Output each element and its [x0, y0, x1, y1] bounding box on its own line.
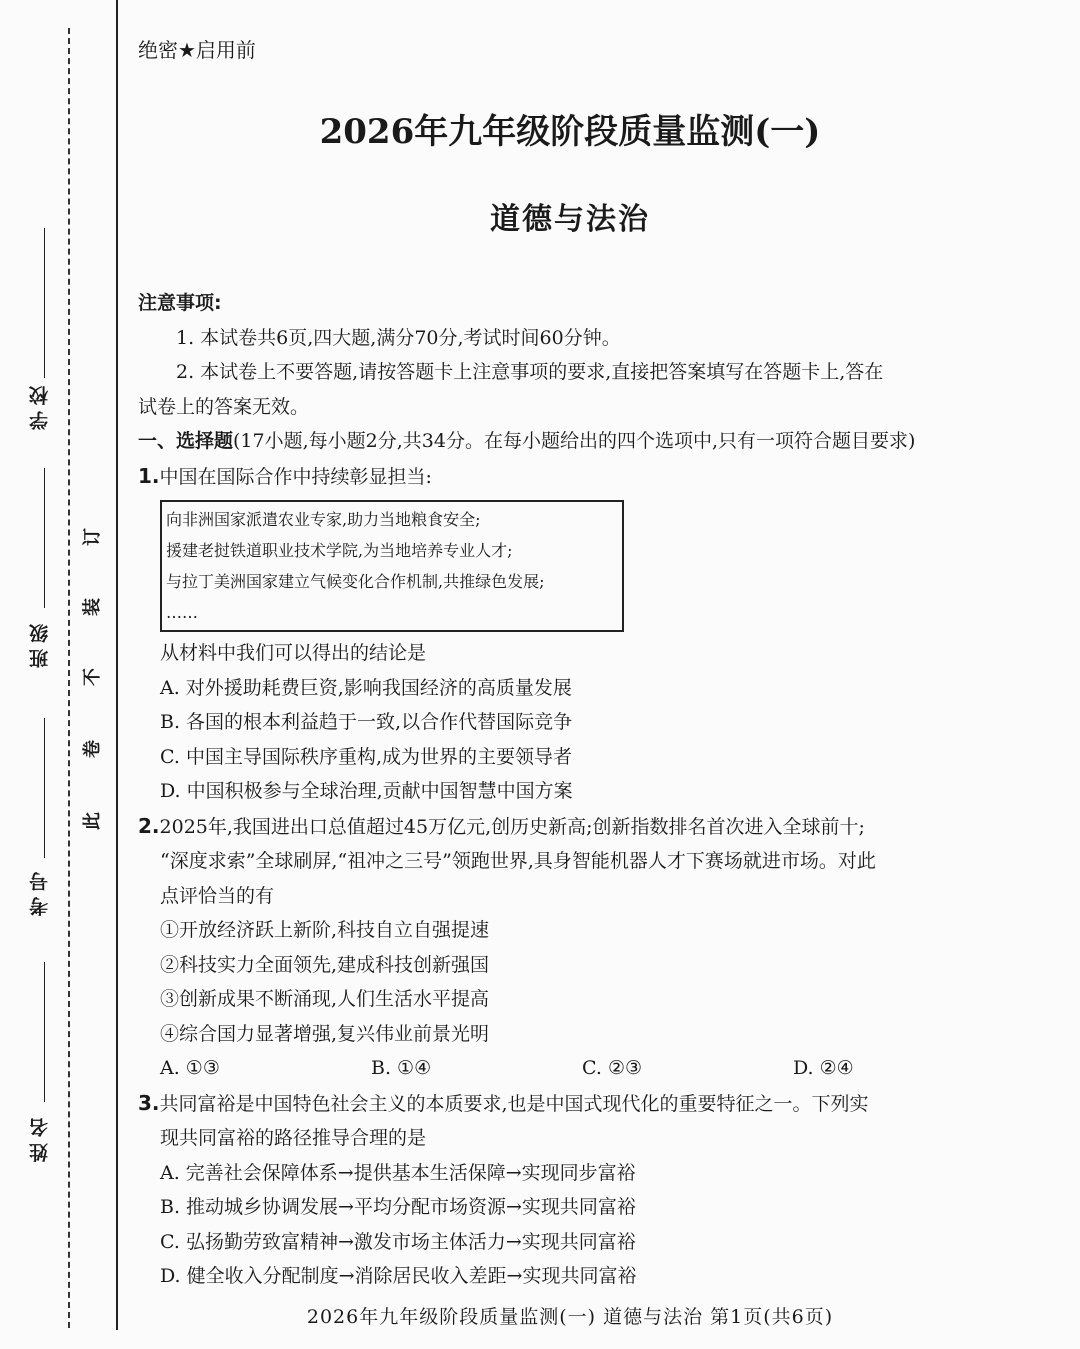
question-2-option-b: B. ①④: [371, 1057, 432, 1079]
question-2-stem-line-3: 点评恰当的有: [160, 884, 275, 907]
material-line: ……: [166, 603, 198, 622]
question-3-option-c: C. 弘扬勤劳致富精神→激发市场主体活力→实现共同富裕: [160, 1230, 636, 1253]
exam-title: 2026年九年级阶段质量监测(一): [319, 112, 821, 152]
question-1-option-b: B. 各国的根本利益趋于一致,以合作代替国际竞争: [160, 711, 573, 733]
question-2-option-c: C. ②③: [582, 1057, 643, 1079]
question-3-stem-line-1: [138, 1086, 1004, 1122]
seal-char: 此: [82, 812, 103, 830]
section-1-header: [138, 424, 1004, 459]
binding-solid-line: [116, 0, 118, 1330]
question-3-option-d: D. 健全收入分配制度→消除居民收入差距→实现共同富裕: [160, 1265, 637, 1287]
question-2-item: ④综合国力显著增强,复兴伟业前景光明: [160, 1022, 490, 1045]
question-1-option-a: A. 对外援助耗费巨资,影响我国经济的高质量发展: [160, 676, 572, 699]
seal-char: 装: [82, 598, 103, 616]
seal-char: 不: [82, 668, 103, 686]
question-3-stem-line-2: 现共同富裕的路径推导合理的是: [160, 1127, 427, 1149]
class-blank-line: [44, 468, 45, 608]
question-1-option-c: C. 中国主导国际秩序重构,成为世界的主要领导者: [160, 745, 572, 768]
question-2-item: ①开放经济跃上新阶,科技自立自强提速: [160, 919, 490, 941]
material-line: 向非洲国家派遣农业专家,助力当地粮食安全;: [166, 510, 481, 529]
question-1-option-d: D. 中国积极参与全球治理,贡献中国智慧中国方案: [160, 780, 573, 802]
material-line: 与拉丁美洲国家建立气候变化合作机制,共推绿色发展;: [166, 572, 545, 591]
exam-number-label: 考号: [29, 866, 51, 916]
question-3-stem-text: 共同富裕是中国特色社会主义的本质要求,也是中国式现代化的重要特征之一。下列实: [159, 1092, 869, 1115]
question-1-stem: [138, 459, 1004, 495]
name-blank-line: [44, 962, 45, 1102]
class-label: 班级: [29, 618, 51, 668]
question-2-stem-line-1: [138, 809, 1004, 845]
question-2-stem-line-2: “深度求索”全球刷屏,“祖冲之三号”领跑世界,具身智能机器人才下赛场就进市场。对此: [160, 850, 876, 872]
notice-heading: 注意事项:: [138, 292, 222, 314]
question-2-option-d: D. ②④: [793, 1057, 854, 1079]
question-2-item: ③创新成果不断涌现,人们生活水平提高: [160, 988, 490, 1010]
seal-char: 订: [82, 528, 103, 546]
section-1-description: (17小题,每小题2分,共34分。在每小题给出的四个选项中,只有一项符合题目要求): [233, 430, 916, 452]
exam-content: [138, 286, 1004, 1294]
school-blank-line: [44, 228, 45, 378]
question-2-number: 2.: [138, 813, 160, 838]
subject-title: 道德与法治: [490, 202, 650, 237]
material-line: 援建老挝铁道职业技术学院,为当地培养专业人才;: [166, 541, 513, 560]
section-1-title: 一、选择题: [138, 430, 234, 452]
question-3-option-b: B. 推动城乡协调发展→平均分配市场资源→实现共同富裕: [160, 1196, 636, 1218]
question-2-option-a: A. ①③: [160, 1057, 220, 1079]
question-1-stem-text: 中国在国际合作中持续彰显担当:: [159, 465, 432, 488]
binding-dashed-line: [68, 28, 70, 1328]
notice-item-1: 1. 本试卷共6页,四大题,满分70分,考试时间60分钟。: [176, 326, 621, 349]
name-label: 姓名: [29, 1112, 51, 1162]
question-3-number: 3.: [138, 1090, 160, 1115]
question-2-stem-text: 2025年,我国进出口总值超过45万亿元,创历史新高;创新指数排名首次进入全球前十;: [159, 815, 865, 838]
notice-item-2-line-2: 试卷上的答案无效。: [138, 395, 310, 418]
question-1-material-box: [160, 500, 624, 632]
question-1-number: 1.: [138, 463, 160, 488]
question-2-options: [138, 1051, 1004, 1086]
seal-char: 卷: [82, 740, 103, 758]
secret-mark: 绝密★启用前: [138, 38, 256, 62]
question-2-item: ②科技实力全面领先,建成科技创新强国: [160, 953, 490, 976]
exam-number-blank-line: [44, 718, 45, 858]
question-1-prompt: 从材料中我们可以得出的结论是: [160, 642, 427, 664]
question-3-option-a: A. 完善社会保障体系→提供基本生活保障→实现同步富裕: [160, 1161, 636, 1184]
notice-item-2-line-1: 2. 本试卷上不要答题,请按答题卡上注意事项的要求,直接把答案填写在答题卡上,答在: [176, 361, 884, 383]
school-label: 学校: [29, 380, 51, 430]
page-footer: 2026年九年级阶段质量监测(一) 道德与法治 第1页(共6页): [306, 1306, 834, 1328]
